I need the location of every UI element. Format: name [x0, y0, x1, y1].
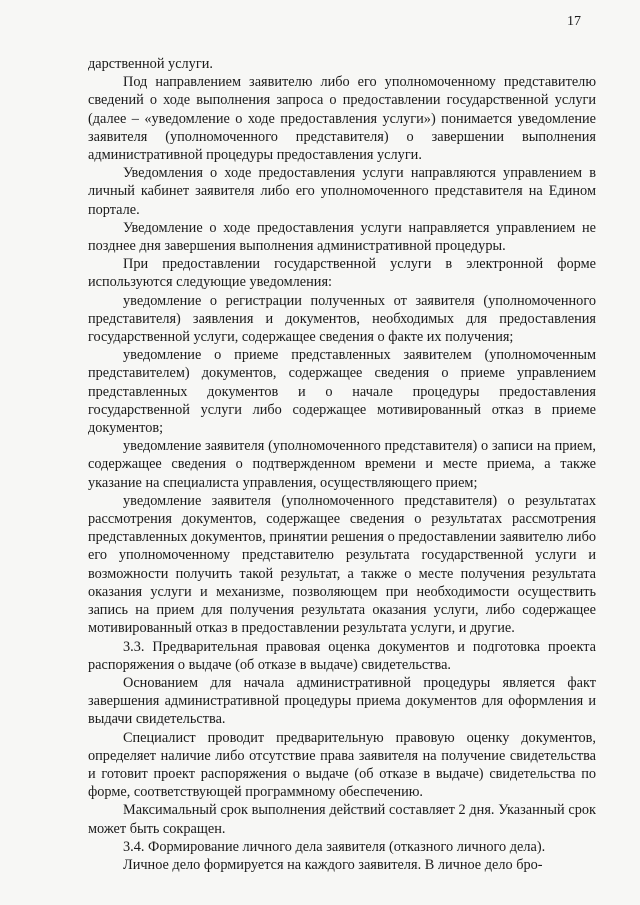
paragraph: Под направлением заявителю либо его уполномоченному представителю сведений о ходе выполнения запроса о предоставлении государственной услуги (далее – «уведомление о ходе предоставления услуги») понимается уведомление заявителя (уполномоченного представителя) о завершении выполнения административной процедуры предоставления услуги. [88, 74, 596, 164]
paragraph: Специалист проводит предварительную правовую оценку документов, определяет наличие либо отсутствие права заявителя на получение свидетельства и готовит проект распоряжения о выдаче (об отказе в выдаче) свидетельства по форме, соответствующей программному обеспечению. [88, 729, 596, 801]
section-heading: 3.4. Формирование личного дела заявителя (отказного личного дела). [123, 838, 546, 855]
paragraph: Максимальный срок выполнения действий составляет 2 дня. Указанный срок может быть сокращен. [88, 802, 596, 837]
paragraph: Основанием для начала административной процедуры является факт завершения административной процедуры приема документов для оформления и выдачи свидетельства. [88, 674, 596, 728]
paragraph: Уведомления о ходе предоставления услуги направляются управлением в личный кабинет заявителя либо его уполномоченного представителя на Едином портале. [88, 165, 596, 218]
list-item: уведомление заявителя (уполномоченного представителя) о результатах рассмотрения документов, содержащее сведения о результатах рассмотрения представленных документов, принятии решения о предоставлении заявителю либо его уполномоченному представителю результата государственной услуги и возможности получить такой результат, а также о месте получения результата оказания услуги и механизме, позволяющем при необходимости осуществить запись на прием для получения результата оказания услуги, либо содержащее мотивированный отказ в предоставлении результата услуги, и другие. [88, 492, 596, 637]
paragraph: дарственной услуги. [88, 56, 213, 72]
list-item: уведомление о регистрации полученных от заявителя (уполномоченного представителя) заявления и документов, необходимых для предоставления государственной услуги, содержащее сведения о факте их получения; [88, 292, 596, 346]
list-item: уведомление о приеме представленных заявителем (уполномоченным представителем) документов, содержащее сведения о приеме управлением представленных документов и о начале процедуры предоставления государственной услуги либо содержащее мотивированный отказ в приеме документов; [88, 347, 596, 437]
page-number: 17 [567, 14, 581, 29]
document-body [88, 55, 596, 874]
section-heading: 3.3. Предварительная правовая оценка документов и подготовка проекта распоряжения о выдаче (об отказе в выдаче) свидетельства. [88, 638, 596, 673]
paragraph: При предоставлении государственной услуги в электронной форме используются следующие уведомления: [88, 256, 596, 291]
paragraph: Уведомление о ходе предоставления услуги направляется управлением не позднее дня завершения выполнения административной процедуры. [88, 219, 596, 255]
paragraph: Личное дело формируется на каждого заявителя. В личное дело бро- [123, 856, 543, 873]
list-item: уведомление заявителя (уполномоченного представителя) о записи на прием, содержащее сведения о подтвержденном времени и месте приема, а также указание на специалиста управления, осуществляющего прием; [88, 438, 596, 491]
